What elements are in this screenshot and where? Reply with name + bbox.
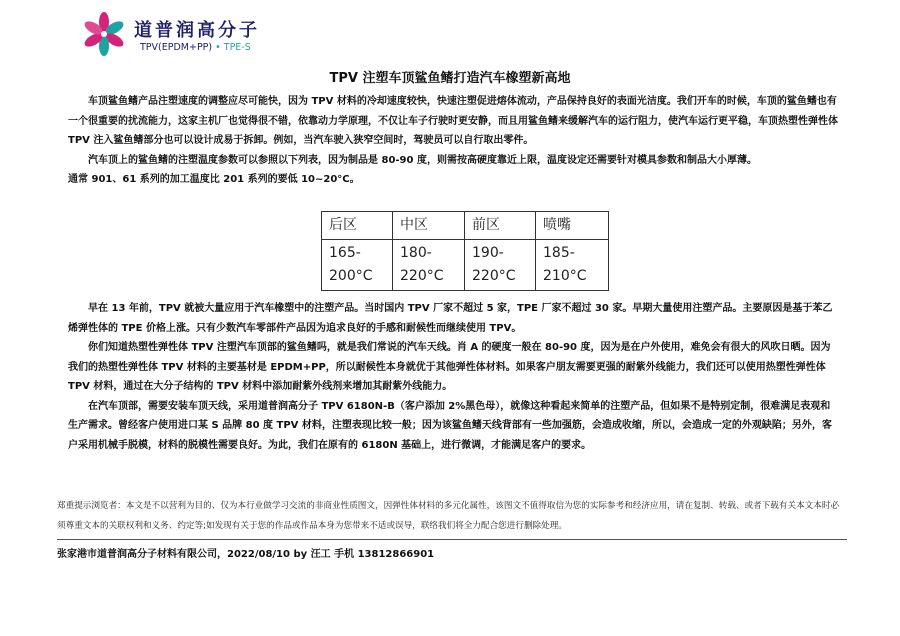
table-cell xyxy=(536,240,609,291)
temperature-table xyxy=(321,211,609,291)
disclaimer-text: 郑重提示浏览者：本文是不以营利为目的、仅为本行业做学习交流的非商业性质图文，因弹性体材料的多元化属性，该图文不值得取信为您的实际参考和经济应用，请在复制、转载、或者下载有关本文本时必须尊重文本的关联权利和义务、约定等;如发现有关于您的作品或作品本身为您带来不适或误导，联络我们将全力配合您进行删除处理。 xyxy=(57,501,840,531)
temp-low: 180- xyxy=(400,245,432,261)
temp-high: 200°C xyxy=(329,268,373,284)
flower-logo-icon xyxy=(82,12,126,56)
table-header-cell: 喷嘴 xyxy=(536,212,609,240)
table-cell xyxy=(393,240,465,291)
article-body-top xyxy=(68,92,838,190)
temperature-table-header xyxy=(322,212,609,240)
company-logo xyxy=(82,10,322,60)
table-header-cell: 中区 xyxy=(393,212,465,240)
paragraph-4: 早在 13 年前，TPV 就被大量应用于汽车橡塑中的注塑产品。当时国内 TPV 厂家不超过 5 家，TPE 厂家不超过 30 家。早期大量使用注塑产品。主要原因是基于苯乙烯弹性体的 TPE 价格上涨。只有少数汽车零部件产品因为追求良好的手感和耐候性而继续使用 TPV。 xyxy=(68,303,833,334)
temp-high: 220°C xyxy=(400,268,444,284)
table-header-cell: 后区 xyxy=(322,212,393,240)
temp-high: 210°C xyxy=(543,268,587,284)
temp-low: 190- xyxy=(472,245,504,261)
logo-subtitle xyxy=(140,42,251,53)
paragraph-1: 车顶鲨鱼鳍产品注塑速度的调整应尽可能快，因为 TPV 材料的冷却速度较快，快速注塑促进熔体流动，产品保持良好的表面光洁度。我们开车的时候，车顶的鲨鱼鳍也有一个很重要的扰流能力，这家主机厂也觉得很不错，依靠动力学原理，不仅让车子行驶时更安静，而且用鲨鱼鳍来缓解汽车的运行阻力，使汽车运行更平稳，车顶热塑性弹性体 TPV 注入鲨鱼鳍部分也可以设计成易于拆卸。例如，当汽车驶入狭窄空间时，驾驶员可以自行取出零件。 xyxy=(68,96,838,146)
article-body-bottom xyxy=(68,299,838,455)
footer-contact: 张家港市道普润高分子材料有限公司，2022/08/10 by 汪工 手机 13812866901 xyxy=(57,549,435,560)
table-cell xyxy=(322,240,393,291)
logo-sub-prefix: TPV(EPDM+PP) xyxy=(140,42,213,53)
article-title: TPV 注塑车顶鲨鱼鳍打造汽车橡塑新高地 xyxy=(329,71,571,86)
temp-low: 165- xyxy=(329,245,361,261)
logo-company-name: 道普润高分子 xyxy=(134,20,260,41)
temperature-table-row xyxy=(322,240,609,291)
paragraph-3: 通常 901、61 系列的加工温度比 201 系列的要低 10~20°C。 xyxy=(68,174,360,185)
logo-sub-suffix: • TPE-S xyxy=(215,42,251,53)
footer-divider xyxy=(57,539,847,540)
paragraph-2: 汽车顶上的鲨鱼鳍的注塑温度参数可以参照以下列表，因为制品是 80-90 度，则需按高硬度靠近上限，温度设定还需要针对模具参数和制品大小厚薄。 xyxy=(88,154,757,166)
table-header-cell: 前区 xyxy=(465,212,536,240)
paragraph-5: 你们知道热塑性弹性体 TPV 注塑汽车顶部的鲨鱼鳍吗，就是我们常说的汽车天线。肖 A 的硬度一般在 80-90 度，因为是在户外使用，难免会有很大的风吹日晒。因为我们的热塑性弹性体 TPV 材料的主要基材是 EPDM+PP，所以耐候性本身就优于其他弹性体材料。如果客户朋友需要更强的耐紫外线能力，我们还可以使用热塑性弹性体 TPV 材料，通过在大分子结构的 TPV 材料中添加耐紫外线剂来增加其耐紫外线能力。 xyxy=(68,342,831,392)
temp-low: 185- xyxy=(543,245,575,261)
table-cell xyxy=(465,240,536,291)
paragraph-6: 在汽车顶部，需要安装车顶天线，采用道普润高分子 TPV 6180N-B（客户添加 2%黑色母），就像这种看起来简单的注塑产品，但如果不是特别定制，很难满足表观和生产需求。曾经客户使用进口某 S 品牌 80 度 TPV 材料，注塑表现比较一般；因为该鲨鱼鳍天线背部有一些加强筋，会造成收缩，所以，会造成一定的外观缺陷；另外，客户采用机械手脱模，材料的脱模性需要良好。为此，我们在原有的 6180N 基础上，进行微调，才能满足客户的要求。 xyxy=(68,400,832,451)
temp-high: 220°C xyxy=(472,268,516,284)
